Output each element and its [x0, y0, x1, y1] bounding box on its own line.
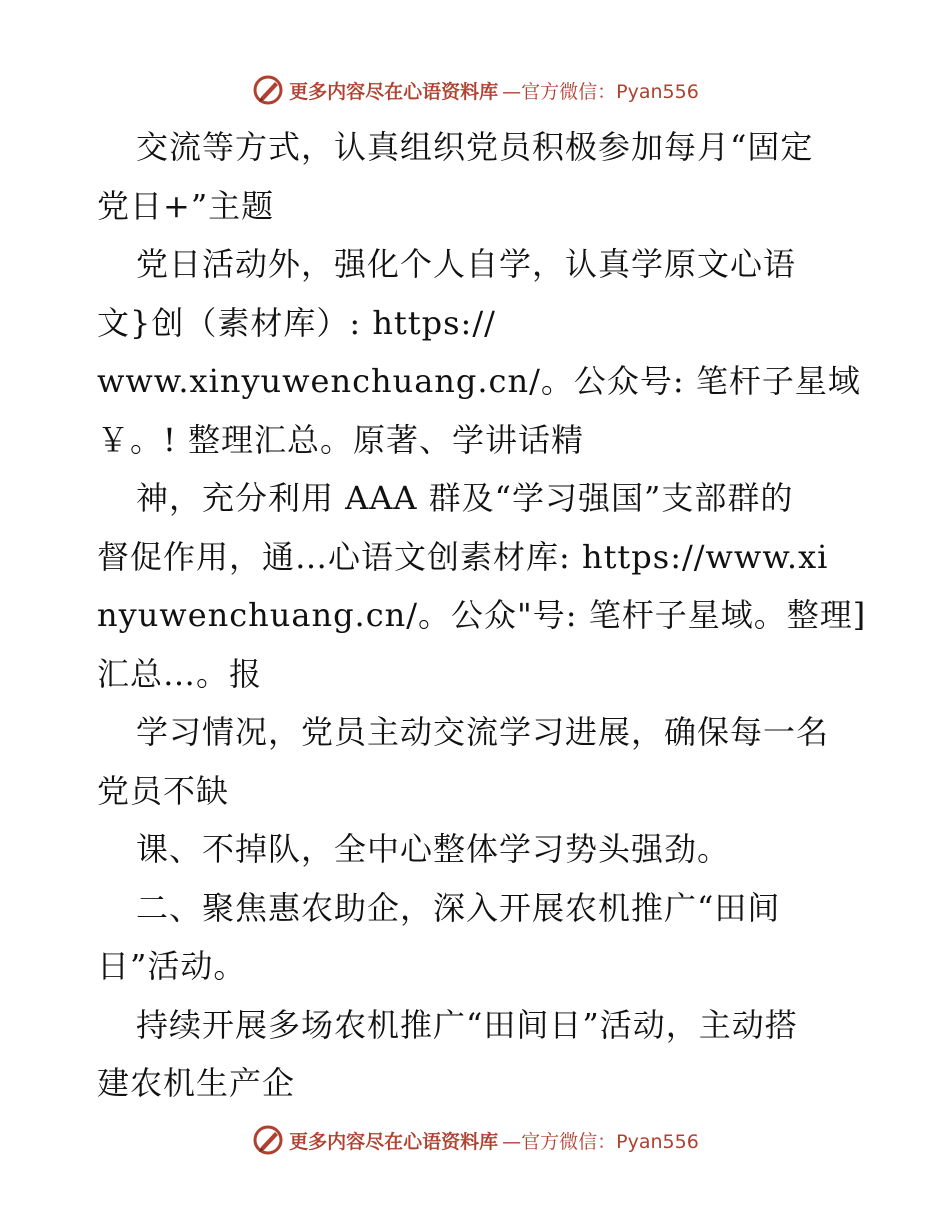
text-line: www.xinyuwenchuang.cn/。公众号: 笔杆子星域 [97, 362, 861, 400]
text-line: 党员不缺 [97, 771, 230, 810]
header-banner [0, 70, 950, 110]
banner-main-text: 更多内容尽在心语资料库 [289, 1130, 499, 1153]
text-line: 督促作用，通…心语文创素材库: https://www.xi [97, 537, 829, 576]
text-line: 神，充分利用 AAA 群及“学习强国”支部群的 [136, 479, 794, 517]
pen-logo-icon [251, 73, 285, 107]
text-line: nyuwenchuang.cn/。公众"号: 笔杆子星域。整理] [97, 596, 867, 634]
banner-side-text: —官方微信：Pyan556 [502, 80, 699, 103]
text-line: ￥。! 整理汇总。原著、学讲话精 [97, 420, 585, 459]
banner-side-text: —官方微信：Pyan556 [502, 1130, 699, 1153]
text-line: 二、聚焦惠农助企，深入开展农机推广“田间 [136, 888, 781, 927]
text-line: 党日+”主题 [97, 186, 275, 225]
footer-banner [0, 1120, 950, 1160]
text-line: 党日活动外，强化个人自学，认真学原文心语 [136, 245, 797, 283]
text-line: 课、不掉队，全中心整体学习势头强劲。 [136, 830, 731, 868]
text-line: 汇总…。报 [97, 654, 263, 693]
text-line: 建农机生产企 [97, 1064, 296, 1102]
text-line: 文}创（素材库）: https:// [97, 303, 496, 342]
text-line: 日”活动。 [97, 947, 247, 985]
text-line: 持续开展多场农机推广“田间日”活动，主动搭 [136, 1005, 798, 1044]
pen-logo-icon [251, 1123, 285, 1157]
text-line: 交流等方式，认真组织党员积极参加每月“固定 [136, 128, 814, 166]
text-line: 学习情况，党员主动交流学习进展，确保每一名 [136, 713, 830, 751]
document-body [97, 118, 867, 1113]
banner-main-text: 更多内容尽在心语资料库 [289, 80, 499, 103]
